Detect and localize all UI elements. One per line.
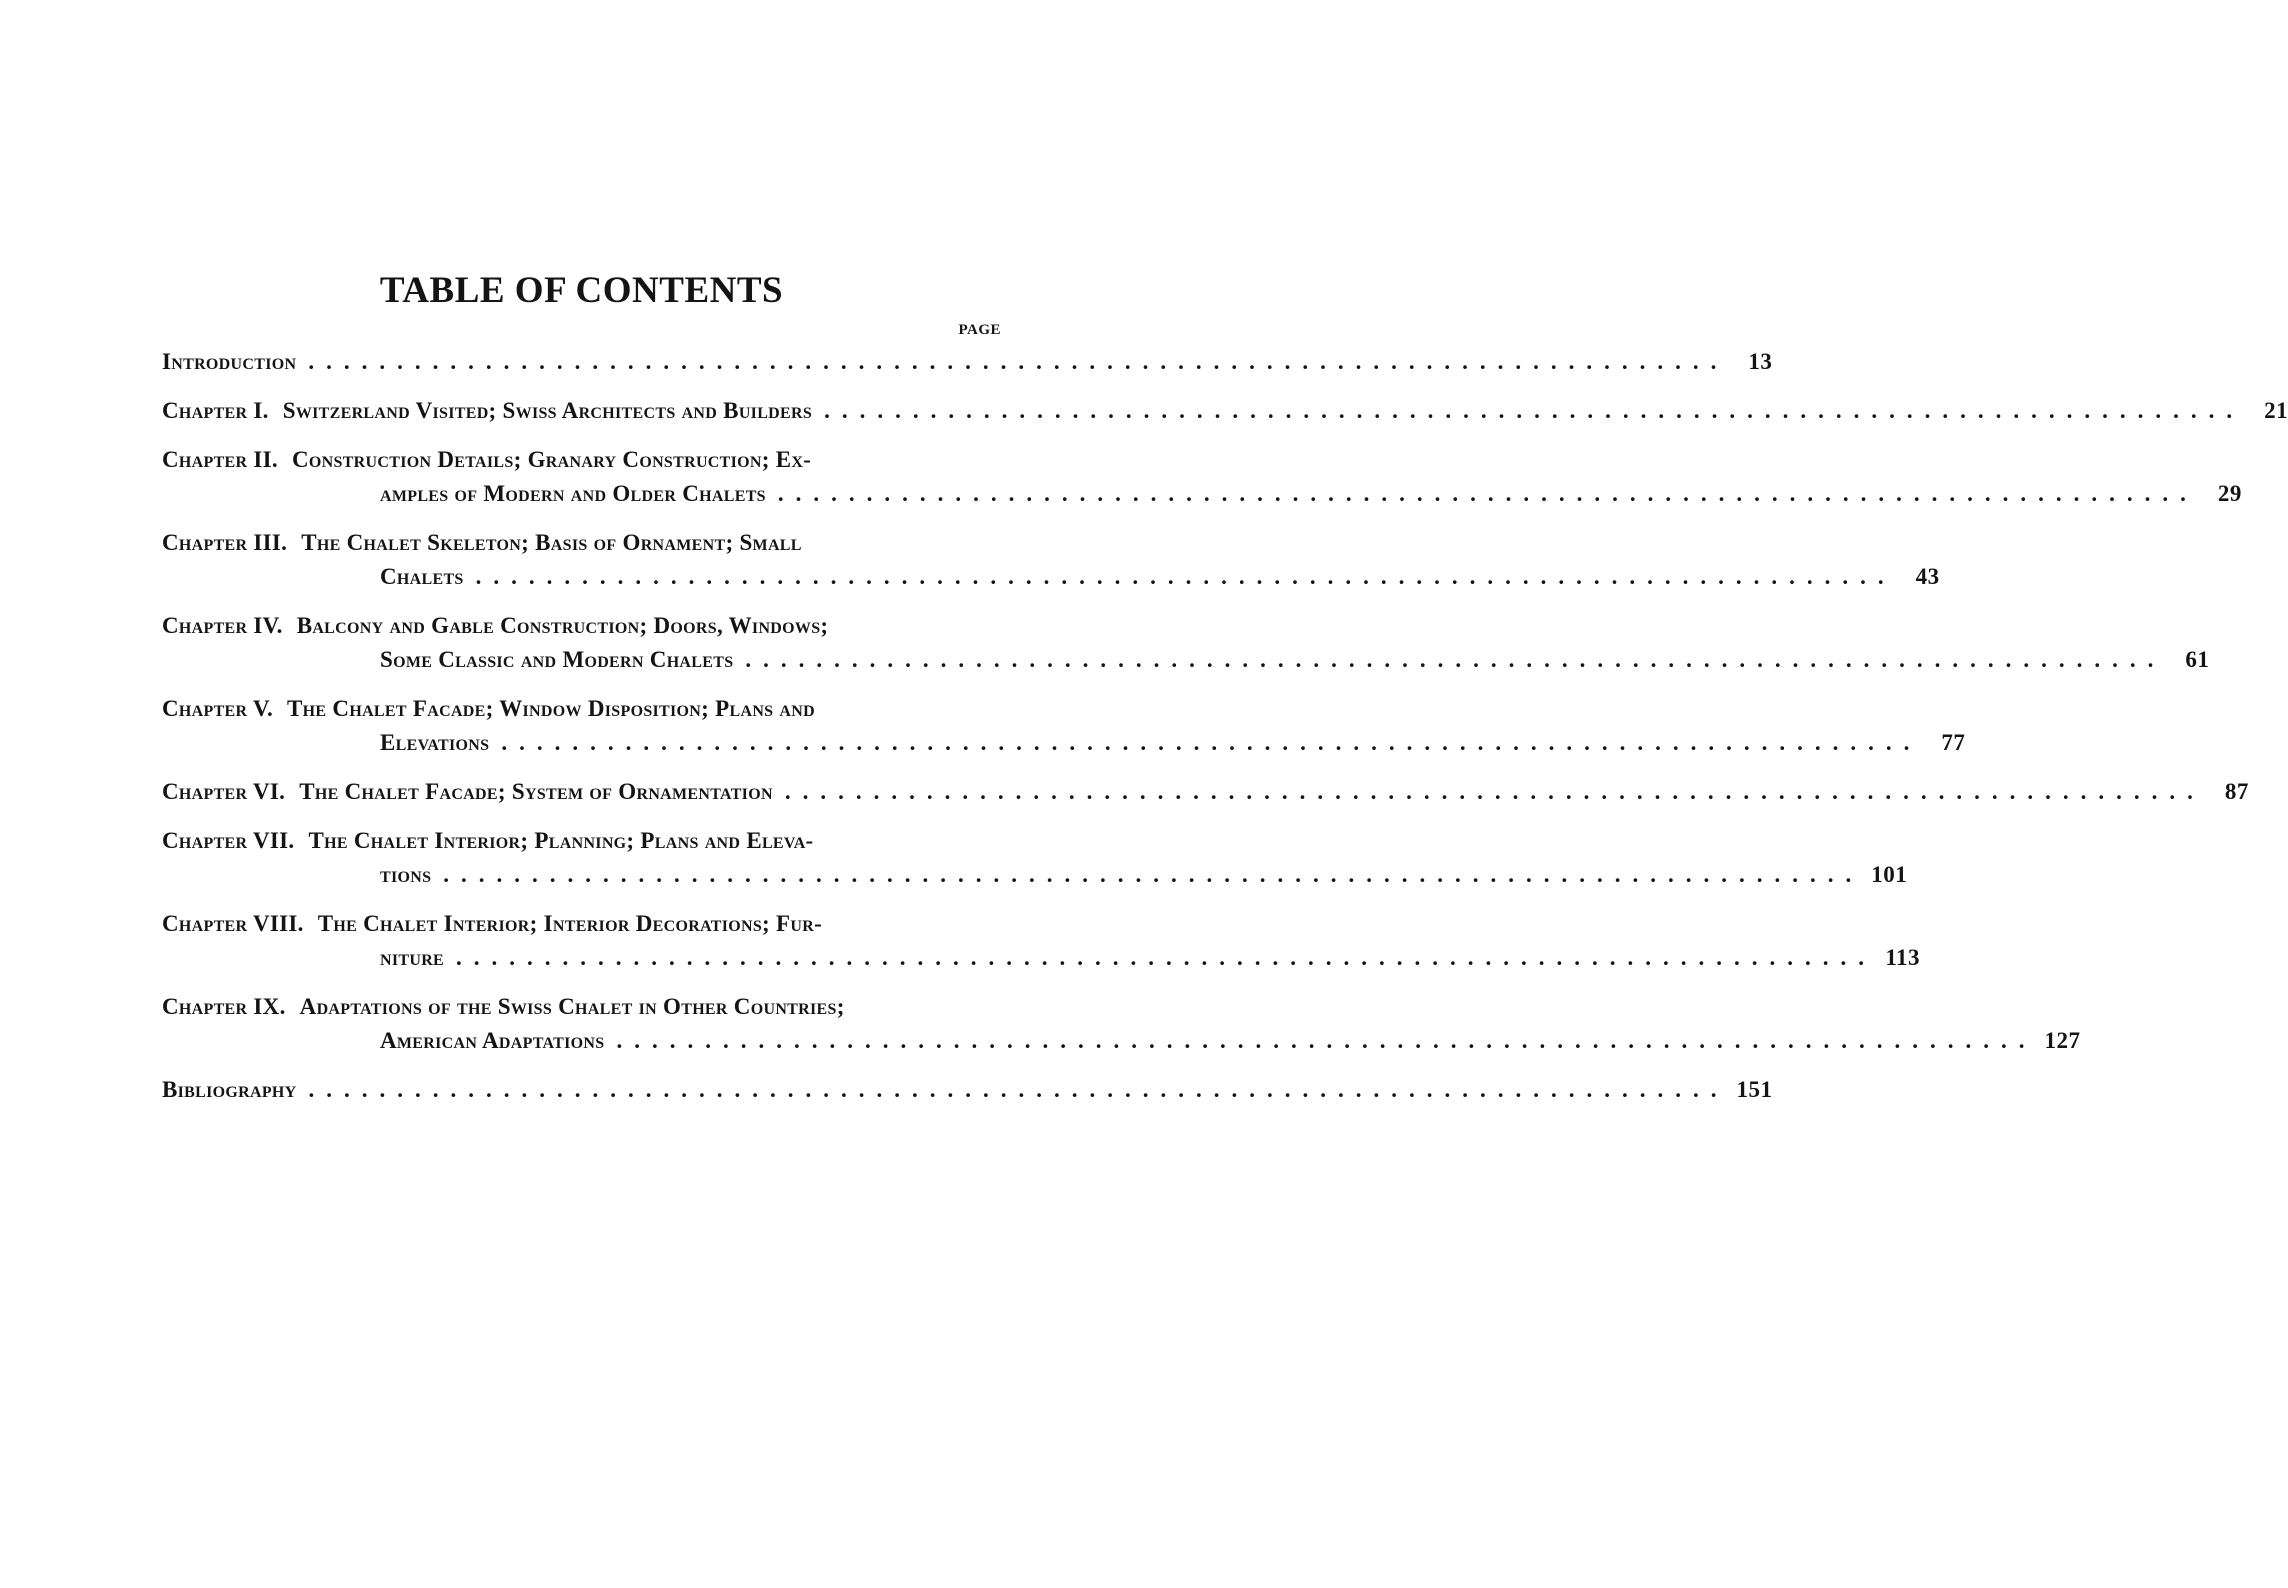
chapter-title: The Chalet Interior; Planning; Plans and Eleva- [308,828,814,853]
chapter-title: amples of Modern and Older Chalets [380,481,766,506]
toc-entry-line [162,345,1773,379]
toc-entry [162,443,2242,511]
toc-entry-line [162,824,1002,858]
toc-entry-continuation-line [162,560,1940,594]
toc-entry [162,775,2249,809]
page-number: 43 [1915,564,1940,589]
toc-entry-line [162,990,1002,1024]
page-number: 113 [1885,945,1921,970]
dot-leader: ................................................................................ [824,398,2245,423]
chapter-title: Construction Details; Granary Construction; Ex- [291,447,812,472]
toc-entry-line [162,609,1002,643]
toc-entry-continuation-line [162,941,1921,975]
dot-leader: ................................................................................ [784,779,2205,804]
chapter-title: Bibliography [162,1077,297,1102]
chapter-number: Chapter V. [162,696,274,721]
page-number: 21 [2264,398,2288,423]
page-number: 101 [1871,862,1908,887]
chapter-title: American Adaptations [380,1028,605,1053]
table-of-contents [162,345,2288,1107]
chapter-title: tions [380,862,432,887]
toc-entry-continuation-line [162,726,1966,760]
chapter-number: Chapter VII. [162,828,295,853]
toc-entry [162,345,1773,379]
page-column-label: PAGE [958,322,1001,338]
dot-leader: ................................................................................ [745,647,2166,672]
dot-leader: ................................................................................ [475,564,1896,589]
toc-entry-line [162,526,1002,560]
chapter-title: Introduction [162,349,297,374]
page-number: 151 [1736,1077,1773,1102]
toc-entry [162,609,2210,677]
dot-leader: ................................................................................ [308,1077,1729,1102]
toc-entry-line [162,775,2249,809]
page-number: 87 [2224,779,2249,804]
chapter-title: The Chalet Interior; Interior Decorations; Fur- [317,911,823,936]
chapter-title: Balcony and Gable Construction; Doors, Windows; [296,613,829,638]
toc-entry-line [162,1073,1773,1107]
page-number: 13 [1748,349,1773,374]
chapter-number: Chapter VI. [162,779,286,804]
toc-entry-continuation-line [162,477,2242,511]
dot-leader: ................................................................................ [443,862,1864,887]
toc-entry [162,824,1908,892]
page-number: 29 [2217,481,2242,506]
chapter-number: Chapter I. [162,398,269,423]
toc-entry-continuation-line [162,858,1908,892]
chapter-title: Elevations [380,730,490,755]
toc-entry [162,394,2288,428]
chapter-title: Switzerland Visited; Swiss Architects and Builders [282,398,813,423]
toc-entry-line [162,907,1002,941]
toc-entry [162,1073,1773,1107]
page-number: 77 [1941,730,1966,755]
toc-entry-continuation-line [162,643,2210,677]
toc-entry-line [162,443,1002,477]
chapter-title: The Chalet Facade; Window Disposition; Plans and [287,696,815,721]
chapter-number: Chapter II. [162,447,278,472]
chapter-number: Chapter IX. [162,994,286,1019]
chapter-title: The Chalet Facade; System of Ornamentation [299,779,773,804]
chapter-title: Adaptations of the Swiss Chalet in Other Countries; [299,994,845,1019]
chapter-title: Some Classic and Modern Chalets [380,647,734,672]
toc-entry-line [162,394,2288,428]
page-number: 61 [2185,647,2210,672]
page-number: 127 [2044,1028,2081,1053]
dot-leader: ................................................................................ [616,1028,2037,1053]
chapter-title: Chalets [380,564,464,589]
chapter-number: Chapter III. [162,530,288,555]
dot-leader: ................................................................................ [501,730,1922,755]
chapter-number: Chapter IV. [162,613,283,638]
dot-leader: ................................................................................ [308,349,1729,374]
page-title: TABLE OF CONTENTS [379,270,784,311]
dot-leader: ................................................................................ [777,481,2198,506]
toc-entry-continuation-line [162,1024,2081,1058]
toc-entry-line [162,692,1002,726]
toc-entry [162,990,2081,1058]
dot-leader: ................................................................................ [456,945,1877,970]
chapter-number: Chapter VIII. [162,911,304,936]
chapter-title: The Chalet Skeleton; Basis of Ornament; Small [301,530,802,555]
chapter-title: niture [380,945,445,970]
toc-entry [162,907,1921,975]
toc-entry [162,692,1966,760]
toc-entry [162,526,1940,594]
